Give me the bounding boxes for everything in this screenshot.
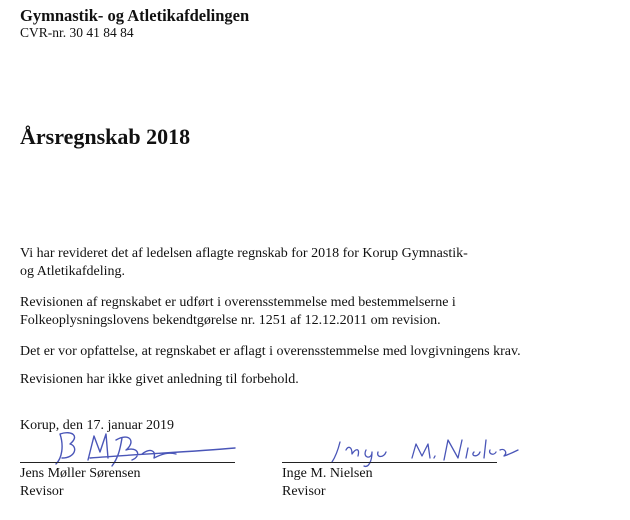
paragraph-no-reservations <box>20 371 620 389</box>
paragraph-line: Det er vor opfattelse, at regnskabet er aflagt i overensstemmelse med lovgivningens krav. <box>20 344 521 359</box>
paragraph-line: Folkeoplysningslovens bekendtgørelse nr. 1251 af 12.12.2011 om revision. <box>20 312 441 328</box>
signatory-role: Revisor <box>20 484 64 499</box>
paragraph-audit-basis <box>20 294 620 329</box>
paragraph-audit-scope <box>20 245 620 280</box>
signature-line <box>282 462 497 463</box>
organization-name: Gymnastik- og Atletikafdelingen <box>20 6 250 25</box>
signatory-name: Jens Møller Sørensen <box>20 466 141 481</box>
paragraph-line: Revisionen af regnskabet er udført i overensstemmelse med bestemmelserne i <box>20 295 456 310</box>
signatory-name: Inge M. Nielsen <box>282 466 373 481</box>
paragraph-opinion <box>20 343 620 361</box>
paragraph-line: Revisionen har ikke givet anledning til forbehold. <box>20 372 299 387</box>
paragraph-line: Vi har revideret det af ledelsen aflagte regnskab for 2018 for Korup Gymnastik- <box>20 246 468 261</box>
cvr-number: CVR-nr. 30 41 84 84 <box>20 25 134 40</box>
signature-jens-moller-sorensen <box>50 428 240 470</box>
place-and-date: Korup, den 17. januar 2019 <box>20 418 174 433</box>
signature-line <box>20 462 235 463</box>
signatory-role: Revisor <box>282 484 326 499</box>
page-title: Årsregnskab 2018 <box>20 124 191 149</box>
paragraph-line: og Atletikafdeling. <box>20 263 125 279</box>
